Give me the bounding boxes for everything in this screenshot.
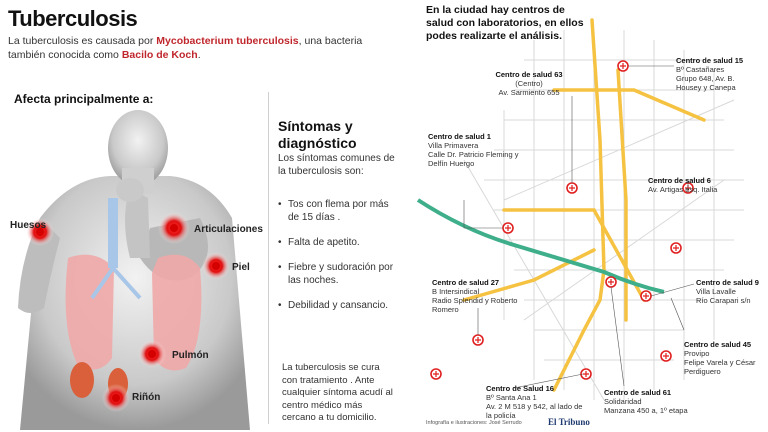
brand-logo: El Tribuno	[548, 417, 590, 427]
center-27-line: Romero	[432, 305, 459, 314]
organ-label-rinon: Riñón	[132, 392, 161, 403]
intro-bacteria: Mycobacterium tuberculosis	[156, 35, 299, 47]
center-1-line: Delfín Huergo	[428, 159, 475, 168]
intro-mid: , una bacteria también conocida como	[8, 35, 363, 61]
center-45-line: Felipe Varela y César	[684, 358, 756, 367]
center-6	[648, 176, 758, 194]
organ-label-huesos: Huesos	[10, 220, 47, 231]
center-16	[486, 384, 602, 420]
center-1	[428, 132, 538, 168]
symptoms-list	[278, 198, 396, 324]
center-15-line: Housey y Canepa	[676, 83, 736, 92]
center-27	[432, 278, 542, 314]
center-9-line: Villa Lavalle	[696, 287, 736, 296]
center-45-name: Centro de salud 45	[684, 340, 752, 349]
center-27-name: Centro de salud 27	[432, 278, 500, 287]
center-16-line: la policía	[486, 411, 516, 420]
center-63-line: Av. Sarmiento 655	[498, 88, 560, 97]
center-16-name: Centro de Salud 16	[486, 384, 554, 393]
illustration-credit: Infografía e ilustraciones: José Serrudo	[426, 420, 522, 426]
symptoms-outro: La tuberculosis se cura con tratamiento . Ante cualquier síntoma acudí al centro médico más cercano a tu domicilio.	[282, 362, 393, 423]
center-61	[604, 388, 704, 415]
center-9-name: Centro de salud 9	[696, 278, 759, 287]
center-63	[474, 70, 584, 97]
intro-text	[8, 34, 368, 62]
organ-label-pulmon: Pulmón	[172, 350, 209, 361]
center-15	[676, 56, 766, 92]
center-61-line: Solidaridad	[604, 397, 642, 406]
symptom-item: • Debilidad y cansancio.	[278, 299, 396, 312]
intro-end: .	[197, 49, 201, 61]
body-illustration	[0, 108, 268, 430]
intro-pre: La tuberculosis es causada por	[8, 35, 157, 47]
center-1-name: Centro de salud 1	[428, 132, 491, 141]
center-27-line: B Intersindical	[432, 287, 480, 296]
center-9-line: Río Carapari s/n	[696, 296, 751, 305]
map-heading: En la ciudad hay centros de salud con laboratorios, en ellos podes realizarte el análisis.	[426, 4, 584, 42]
center-45-line: Perdiguero	[684, 367, 721, 376]
center-9	[696, 278, 766, 305]
symptom-item: • Fiebre y sudoración por las noches.	[278, 261, 396, 287]
center-63-name: Centro de salud 63	[495, 70, 563, 79]
center-45	[684, 340, 766, 376]
center-6-line: Av. Artigas esq. Italia	[648, 185, 718, 194]
center-15-line: Bº Castañares	[676, 65, 725, 74]
column-divider	[268, 92, 269, 424]
intro-bacilo: Bacilo de Koch	[121, 49, 198, 61]
organ-label-articulaciones: Articulaciones	[194, 224, 263, 235]
affects-heading: Afecta principalmente a:	[14, 92, 154, 106]
center-15-name: Centro de salud 15	[676, 56, 744, 65]
symptoms-title: Síntomas y diagnóstico	[278, 118, 357, 151]
symptoms-intro: Los síntomas comunes de la tuberculosis son:	[278, 153, 395, 177]
center-6-name: Centro de salud 6	[648, 176, 711, 185]
center-61-line: Manzana 450 a, 1º etapa	[604, 406, 688, 415]
center-61-name: Centro de salud 61	[604, 388, 672, 397]
center-16-line: Bº Santa Ana 1	[486, 393, 537, 402]
symptom-item: • Tos con flema por más de 15 días .	[278, 198, 396, 224]
center-45-line: Provipo	[684, 349, 710, 358]
organ-label-piel: Piel	[232, 262, 250, 273]
center-1-line: Villa Primavera	[428, 141, 479, 150]
center-1-line: Calle Dr. Patricio Fleming y	[428, 150, 519, 159]
page-title: Tuberculosis	[8, 6, 138, 31]
center-15-line: Grupo 648, Av. B.	[676, 74, 735, 83]
center-16-line: Av. 2 M 518 y 542, al lado de	[486, 402, 583, 411]
symptom-item: • Falta de apetito.	[278, 236, 396, 249]
center-27-line: Radio Splendid y Roberto	[432, 296, 518, 305]
center-63-line: (Centro)	[515, 79, 543, 88]
